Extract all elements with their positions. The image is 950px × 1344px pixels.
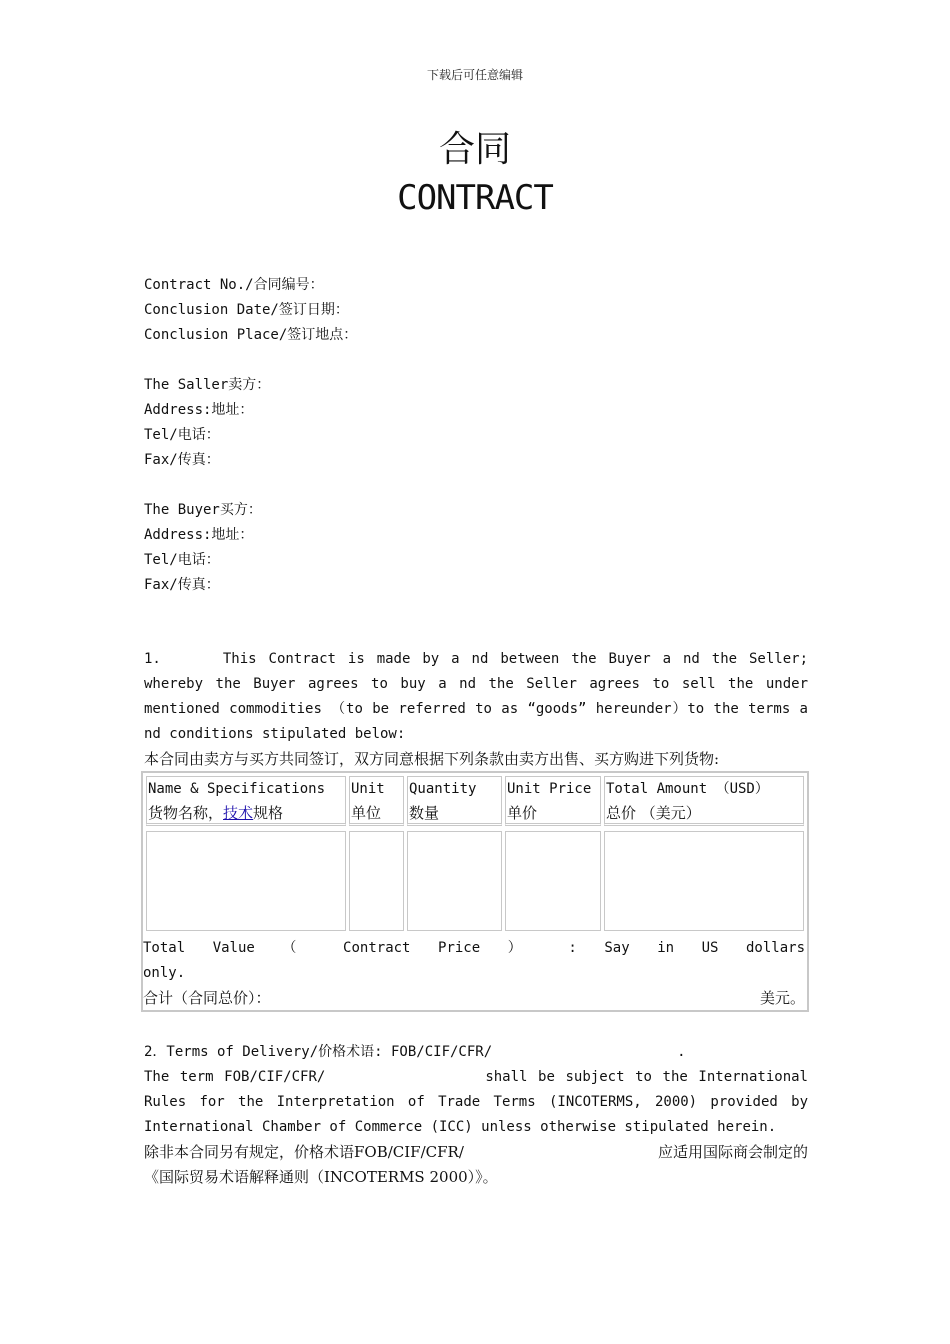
clause-2-chinese-end: 应适用国际商会制定的 — [657, 1143, 808, 1161]
buyer-address: Address:地址： — [144, 527, 254, 543]
column-header-quantity: Quantity 数量 — [407, 776, 502, 826]
clause-1-number: 1. — [144, 651, 161, 667]
cell-total-amount[interactable] — [604, 831, 804, 931]
column-header-unit-price: Unit Price 单价 — [505, 776, 601, 826]
conclusion-place: Conclusion Place/签订地点： — [144, 327, 358, 343]
conclusion-date: Conclusion Date/签订日期： — [144, 302, 349, 318]
clause-2-title-end: . — [677, 1044, 686, 1060]
clause-1-english — [144, 647, 808, 747]
seller-fax: Fax/传真： — [144, 452, 220, 468]
clause-2-chinese-start: 除非本合同另有规定，价格术语FOB/CIF/CFR/ — [144, 1143, 464, 1161]
clause-2-chinese-2: 《国际贸易术语解释通则（INCOTERMS 2000）》。 — [144, 1168, 498, 1186]
clause-1 — [144, 647, 808, 772]
cell-name[interactable] — [146, 831, 346, 931]
technology-link[interactable]: 技术 — [223, 804, 254, 822]
clause-2-title-text: 2．Terms of Delivery/价格术语: FOB/CIF/CFR/ — [144, 1044, 493, 1060]
cell-quantity[interactable] — [407, 831, 502, 931]
title-chinese: 合同 — [438, 129, 511, 170]
header-note: 下载后可任意编辑 — [426, 68, 523, 82]
table-header-row — [146, 776, 804, 826]
title-english: CONTRACT — [397, 178, 553, 218]
table-total — [143, 936, 807, 1011]
column-header-unit: Unit 单位 — [349, 776, 404, 826]
total-chinese-label: 合计（合同总价）： — [143, 989, 271, 1007]
clause-2-title — [144, 1040, 808, 1065]
buyer-fax: Fax/传真： — [144, 577, 220, 593]
column-header-total-amount: Total Amount （USD） 总价 （美元） — [604, 776, 804, 826]
column-header-name-cn: 货物名称，技术规格 — [148, 804, 284, 822]
table-row — [146, 831, 804, 931]
buyer-tel: Tel/电话： — [144, 552, 220, 568]
clause-2-english — [144, 1065, 808, 1140]
seller-address: Address:地址： — [144, 402, 254, 418]
clause-2-chinese-1 — [144, 1140, 808, 1165]
clause-2 — [144, 1040, 808, 1190]
clause-2-english-start: The term FOB/CIF/CFR/ — [144, 1069, 326, 1085]
seller-label: The Saller卖方： — [144, 377, 271, 393]
contract-meta — [144, 273, 808, 348]
total-english-line: Total Value （ Contract Price ） : Say in US dollars — [143, 940, 805, 956]
cell-unit[interactable] — [349, 831, 404, 931]
total-english-only: only. — [143, 965, 186, 981]
clause-1-chinese: 本合同由卖方与买方共同签订，双方同意根据下列条款由卖方出售、买方购进下列货物: — [144, 750, 720, 768]
cell-unit-price[interactable] — [505, 831, 601, 931]
column-header-name — [146, 776, 346, 826]
total-chinese-unit: 美元。 — [759, 989, 805, 1007]
column-header-name-en: Name & Specifications — [148, 781, 326, 797]
clause-1-text: This Contract is made by a nd between the Buyer a nd the Seller; whereby the Buyer agrees to buy a nd the Seller agrees to sell the under mentioned commodities （to be referred to as “goods” hereunder）to the terms a nd conditions stipulated below: — [144, 651, 808, 742]
total-chinese-line — [143, 986, 807, 1011]
buyer-label: The Buyer买方： — [144, 502, 262, 518]
goods-table — [141, 771, 809, 1012]
buyer-block — [144, 498, 808, 598]
contract-no: Contract No./合同编号： — [144, 277, 324, 293]
seller-block — [144, 373, 808, 473]
seller-tel: Tel/电话： — [144, 427, 220, 443]
clause-2-english-rest: shall be subject to the International Rules for the Interpretation of Trade Terms (INCOTERMS, 2000) provided by International Chamber of Commerce (ICC) unless otherwise stipulated herein. — [144, 1069, 808, 1135]
